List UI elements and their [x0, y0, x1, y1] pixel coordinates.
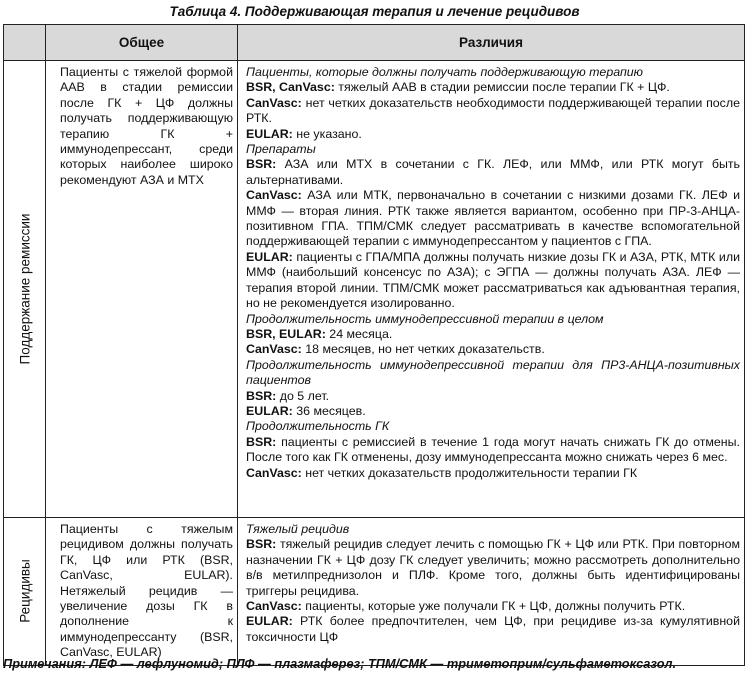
guideline-entry [246, 466, 740, 481]
guideline-source: CanVasc: [246, 599, 302, 614]
header-general: Общее [46, 25, 238, 61]
guideline-text: тяжелый рецидив следует лечить с помощью ГК + ЦФ или РТК. При повторном назначении ГК + ЦФ дозу ГК следует увеличить; можно рассмотреть дополнительно в/в метилпреднизолон и ПЛФ. Кроме того, должны быть идентифицированы триггеры рецидива. [246, 537, 740, 598]
guideline-source: BSR: [246, 434, 277, 449]
guideline-text: пациенты с ремиссией в течение 1 года могут начать снижать ГК до отмены. После того как ГК отменены, дозу иммунодепрессанта можно снижать через 6 мес. [246, 434, 740, 465]
guideline-entry [246, 157, 740, 188]
row-label-maintenance: Поддержание ремиссии [17, 213, 32, 365]
subheading: Препараты [246, 142, 316, 157]
guideline-entry [246, 342, 740, 357]
guideline-source: EULAR: [246, 249, 293, 264]
header-blank [4, 25, 46, 61]
footnote: Примечания: ЛЕФ — лефлуномид; ПЛФ — плазмаферез; ТПМ/СМК — триметоприм/сульфаметоксазол. [3, 656, 677, 671]
guideline-source: BSR: [246, 388, 277, 403]
therapy-table [3, 24, 745, 666]
guideline-entry [246, 435, 740, 466]
guideline-source: BSR, CanVasc: [246, 80, 335, 95]
guideline-source: EULAR: [246, 614, 293, 629]
subheading: Пациенты, которые должны получать поддерживающую терапию [246, 65, 643, 79]
general-text-maintenance: Пациенты с тяжелой формой ААВ в стадии ремиссии после ГК + ЦФ должны получать поддерживающую терапию ГК + иммунодепрессант, среди которых наиболее широко рекомендуют АЗА и МТХ [60, 65, 233, 187]
guideline-text: АЗА или МТК, первоначально в сочетании с низкими дозами ГК. ЛЕФ и ММФ — вторая линия. РТК также является вариантом, особенно при ПР-3-АНЦА-позитивном ГПА. ТПМ/СМК следует рассматривать в качестве вспомогательной поддерживающей терапии с иммунодепрессантом у пациентов с ГПА. [246, 188, 740, 249]
guideline-source: BSR, EULAR: [246, 326, 326, 341]
guideline-source: BSR: [246, 537, 277, 552]
guideline-entry [246, 614, 740, 645]
row-label-cell [4, 518, 46, 666]
row-label-cell [4, 61, 46, 518]
guideline-entry [246, 599, 740, 614]
guideline-source: CanVasc: [246, 465, 302, 480]
general-text-relapse: Пациенты с тяжелым рецидивом должны получать ГК, ЦФ или РТК (BSR, CanVasc, EULAR). Нетяжелый рецидив — увеличение дозы ГК в дополнение к иммунодепрессанту (BSR, CanVasc, EULAR) [60, 522, 233, 660]
guideline-entry [246, 96, 740, 127]
guideline-entry [246, 327, 740, 342]
guideline-entry [246, 188, 740, 250]
guideline-source: EULAR: [246, 126, 293, 141]
guideline-entry [246, 127, 740, 142]
guideline-text: АЗА или МТХ в сочетании с ГК. ЛЕФ, или ММФ, или РТК могут быть альтернативами. [246, 157, 740, 187]
row-label-relapse: Рецидивы [17, 559, 32, 624]
guideline-entry [246, 537, 740, 599]
guideline-entry [246, 80, 740, 95]
table-row-maintenance [4, 61, 745, 518]
differences-cell-maintenance [238, 61, 745, 518]
guideline-text: нет четких доказательств продолжительности терапии ГК [301, 465, 638, 480]
differences-list-relapse [246, 522, 740, 645]
guideline-entry [246, 250, 740, 312]
subheading: Продолжительность ГК [246, 419, 390, 434]
general-cell-maintenance [46, 61, 238, 518]
guideline-text: до 5 лет. [276, 388, 330, 403]
guideline-entry [246, 404, 740, 419]
guideline-text: тяжелый ААВ в стадии ремиссии после терапии ГК + ЦФ. [334, 80, 670, 95]
subheading: Продолжительность иммунодепрессивной терапии для ПР3-АНЦА-позитивных пациентов [246, 357, 740, 388]
guideline-text: пациенты с ГПА/МПА должны получать низкие дозы ГК и АЗА, РТК, МТК или ММФ (наибольший консенсус по АЗА); с ЭГПА — должны получать АЗА. ЛЕФ — терапия второй линии. ТПМ/СМК может рассматриваться как адъювантная терапия, но не рекомендуется изолированно. [246, 249, 740, 311]
guideline-text: нет четких доказательств необходимости поддерживающей терапии после РТК. [246, 95, 740, 126]
guideline-text: 24 месяца. [325, 326, 393, 341]
subheading: Продолжительность иммунодепрессивной терапии в целом [246, 311, 604, 326]
guideline-source: BSR: [246, 157, 277, 172]
guideline-text: РТК более предпочтителен, чем ЦФ, при рецидиве из-за кумулятивной токсичности ЦФ [246, 614, 740, 644]
differences-cell-relapse [238, 518, 745, 666]
header-row [4, 25, 745, 61]
table-title: Таблица 4. Поддерживающая терапия и лечение рецидивов [169, 4, 580, 19]
guideline-text: 36 месяцев. [292, 403, 366, 418]
general-cell-relapse [46, 518, 238, 666]
header-differences: Различия [238, 25, 745, 61]
guideline-source: CanVasc: [246, 342, 302, 357]
guideline-source: EULAR: [246, 403, 293, 418]
guideline-source: CanVasc: [246, 95, 302, 110]
subheading: Тяжелый рецидив [246, 522, 350, 536]
differences-list-maintenance [246, 65, 740, 481]
guideline-text: не указано. [292, 126, 362, 141]
guideline-text: 18 месяцев, но нет четких доказательств. [301, 342, 545, 357]
table-row-relapse [4, 518, 745, 666]
guideline-text: пациенты, которые уже получали ГК + ЦФ, должны получить РТК. [301, 599, 686, 614]
guideline-source: CanVasc: [246, 188, 302, 203]
guideline-entry [246, 389, 740, 404]
